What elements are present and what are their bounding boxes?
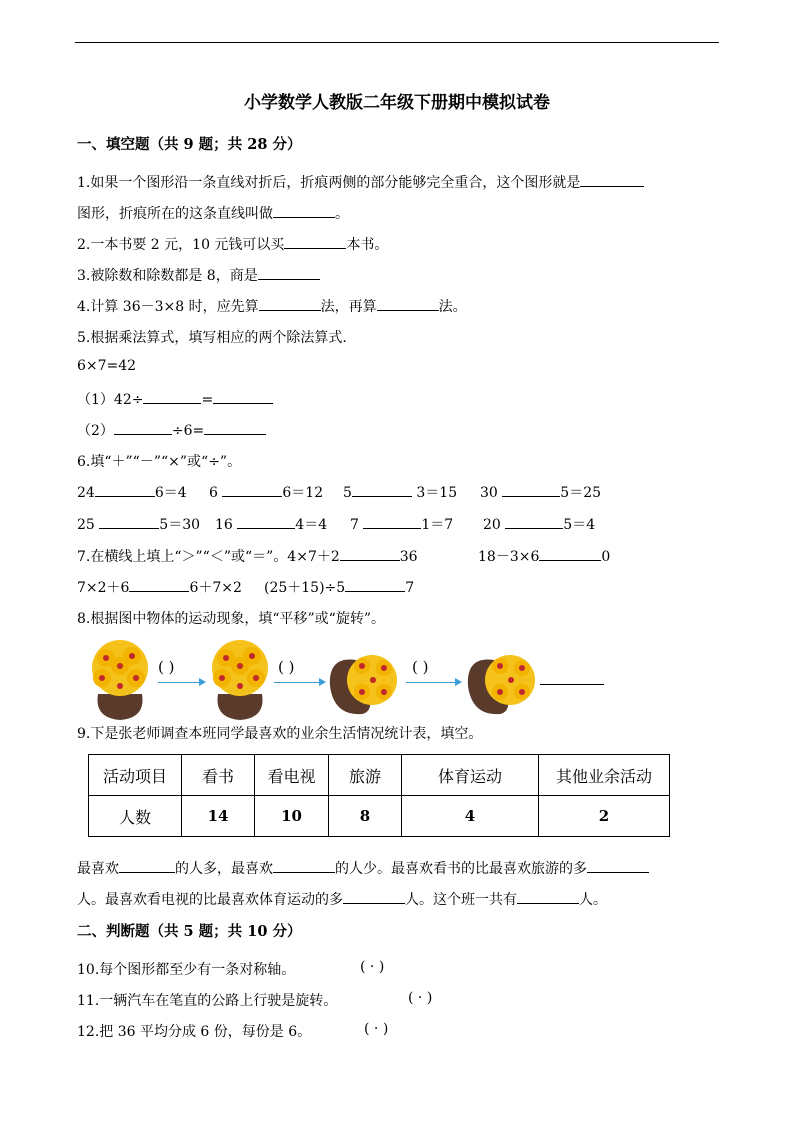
- answer-blank[interactable]: [204, 420, 266, 435]
- q6-row-2: [0, 514, 794, 534]
- arrow-icon: [274, 682, 324, 683]
- q2-text: 2.一本书要 2 元，10 元钱可以买: [77, 237, 285, 253]
- answer-blank[interactable]: [237, 514, 295, 529]
- q6-item: [480, 482, 601, 502]
- q7-part-a: [77, 546, 418, 566]
- question-7: [0, 546, 794, 566]
- operand: 7: [350, 517, 359, 533]
- q1-text: 1.如果一个图形沿一条直线对折后，折痕两侧的部分能够完全重合，这个图形就是: [77, 175, 581, 191]
- answer-blank[interactable]: [587, 858, 649, 873]
- operand: 6＝12: [282, 485, 324, 501]
- table-header-cell: 其他业余活动: [539, 755, 670, 796]
- operand: (25＋15)÷5: [264, 580, 346, 596]
- answer-blank[interactable]: [99, 514, 159, 529]
- q7-part-d: [264, 577, 414, 597]
- q6-item: [77, 514, 200, 534]
- operand: 0: [601, 549, 611, 565]
- question-1-line1: [77, 172, 644, 192]
- question-2: [77, 234, 388, 254]
- plant-icon: [326, 642, 398, 720]
- operand: 20: [483, 517, 501, 533]
- answer-blank[interactable]: [129, 577, 189, 592]
- page-title: 小学数学人教版二年级下册期中模拟试卷: [244, 93, 550, 113]
- q9-text: 的人少。最喜欢看书的比最喜欢旅游的多: [335, 861, 587, 877]
- question-11: 11.一辆汽车在笔直的公路上行驶是旋转。: [77, 993, 338, 1009]
- answer-blank[interactable]: [343, 889, 405, 904]
- q9-fill-line1: [77, 858, 649, 878]
- q5-part-1: [77, 389, 273, 409]
- answer-blank[interactable]: [213, 389, 273, 404]
- operand: 18－3×6: [478, 549, 540, 565]
- q7-part-c: [77, 577, 242, 597]
- stats-table: [88, 754, 670, 837]
- operand: 6: [209, 485, 218, 501]
- table-header-cell: 活动项目: [89, 755, 182, 796]
- question-1-line2: [77, 203, 349, 223]
- answer-blank[interactable]: [284, 234, 346, 249]
- q5-2-eq: ÷6=: [171, 423, 205, 439]
- table-header-cell: 看书: [182, 755, 255, 796]
- answer-blank[interactable]: [345, 577, 405, 592]
- question-6: 6.填“＋”“－”“×”或“÷”。: [77, 454, 242, 470]
- operand: 5＝30: [159, 517, 201, 533]
- answer-paren[interactable]: ( · ): [408, 990, 433, 1006]
- answer-blank[interactable]: [540, 670, 604, 685]
- question-9: 9.下是张老师调查本班同学最喜欢的业余生活情况统计表，填空。: [77, 726, 483, 742]
- plant-icon: [204, 636, 276, 722]
- operand: 5＝4: [563, 517, 596, 533]
- operand: 6＝4: [154, 485, 187, 501]
- answer-blank[interactable]: [505, 514, 563, 529]
- q4-mid: 法，再算: [320, 299, 377, 315]
- q2-end: 本书。: [346, 237, 389, 253]
- q5-1-eq: =: [201, 392, 214, 408]
- operand: 36: [399, 549, 418, 565]
- q6-row-1: [0, 482, 794, 502]
- q9-text: 的人多，最喜欢: [175, 861, 273, 877]
- answer-blank[interactable]: [119, 858, 175, 873]
- table-cell: 4: [402, 796, 539, 837]
- section2-header: 二、判断题（共 5 题；共 10 分）: [77, 923, 302, 940]
- answer-paren[interactable]: ( · ): [360, 959, 385, 975]
- q6-item: [209, 482, 323, 502]
- q9-text: 人。: [579, 892, 607, 908]
- question-10: 10.每个图形都至少有一条对称轴。: [77, 962, 296, 978]
- answer-blank[interactable]: [258, 265, 320, 280]
- question-8: 8.根据图中物体的运动现象，填“平移”或“旋转”。: [77, 611, 385, 627]
- answer-blank[interactable]: [363, 514, 421, 529]
- table-cell: 2: [539, 796, 670, 837]
- q6-item: [215, 514, 327, 534]
- answer-blank[interactable]: [114, 420, 172, 435]
- section1-header: 一、填空题（共 9 题；共 28 分）: [77, 136, 302, 153]
- question-4: [77, 296, 467, 316]
- answer-paren[interactable]: ( ): [412, 658, 429, 676]
- q4-end: 法。: [438, 299, 467, 315]
- operand: 16: [215, 517, 233, 533]
- answer-blank[interactable]: [273, 203, 335, 218]
- q1-end: 。: [335, 206, 349, 222]
- arrow-icon: [158, 682, 204, 683]
- operand: 5: [343, 485, 352, 501]
- operand: 25: [77, 517, 95, 533]
- question-5: 5.根据乘法算式，填写相应的两个除法算式.: [77, 330, 347, 346]
- q6-item: [483, 514, 595, 534]
- question-3: [77, 265, 320, 285]
- operand: 24: [77, 485, 95, 501]
- q5-2-text: （2）: [77, 423, 114, 439]
- q7-part-b: [478, 546, 610, 566]
- header-rule: [75, 42, 719, 43]
- operand: 1＝7: [421, 517, 454, 533]
- plant-icon: [84, 636, 156, 722]
- table-header-cell: 旅游: [329, 755, 402, 796]
- q6-item: [343, 482, 457, 502]
- answer-blank[interactable]: [580, 172, 644, 187]
- q6-item: [77, 482, 187, 502]
- q9-text: 人。最喜欢看电视的比最喜欢体育运动的多: [77, 892, 343, 908]
- q9-fill-line2: [77, 889, 607, 909]
- q5-1-text: （1）42÷: [77, 392, 144, 408]
- answer-blank[interactable]: [259, 296, 321, 311]
- q9-text: 最喜欢: [77, 861, 119, 877]
- operand: 6＋7×2: [189, 580, 242, 596]
- table-header-cell: 看电视: [255, 755, 329, 796]
- table-row: [89, 796, 670, 837]
- answer-blank[interactable]: [95, 482, 155, 497]
- answer-blank[interactable]: [377, 296, 439, 311]
- operand: 7: [405, 580, 415, 596]
- operand: 5＝25: [560, 485, 602, 501]
- answer-blank[interactable]: [539, 546, 601, 561]
- arrow-icon: [406, 682, 460, 683]
- table-header-cell: 体育运动: [402, 755, 539, 796]
- answer-blank[interactable]: [517, 889, 579, 904]
- answer-paren[interactable]: ( ): [278, 658, 295, 676]
- answer-paren[interactable]: ( · ): [364, 1021, 389, 1037]
- q5-equation: 6×7=42: [77, 358, 137, 374]
- answer-blank[interactable]: [502, 482, 560, 497]
- answer-blank[interactable]: [352, 482, 412, 497]
- q3-text: 3.被除数和除数都是 8，商是: [77, 268, 258, 284]
- answer-blank[interactable]: [273, 858, 335, 873]
- q6-item: [350, 514, 453, 534]
- operand: 30: [480, 485, 498, 501]
- q1-text-2: 图形，折痕所在的这条直线叫做: [77, 206, 273, 222]
- table-cell: 8: [329, 796, 402, 837]
- question-7-line2: [0, 577, 794, 597]
- answer-blank[interactable]: [340, 546, 400, 561]
- answer-blank[interactable]: [143, 389, 201, 404]
- table-row: [89, 755, 670, 796]
- operand: 4＝4: [295, 517, 328, 533]
- operand: 7×2＋6: [77, 580, 130, 596]
- table-cell: 10: [255, 796, 329, 837]
- q5-part-2: [77, 420, 266, 440]
- q9-text: 人。这个班一共有: [405, 892, 517, 908]
- table-row-label: 人数: [89, 796, 182, 837]
- answer-blank[interactable]: [222, 482, 282, 497]
- q4-text: 4.计算 36－3×8 时，应先算: [77, 299, 259, 315]
- plant-icon: [464, 642, 536, 720]
- table-cell: 14: [182, 796, 255, 837]
- operand: 3＝15: [416, 485, 458, 501]
- q7-text: 7.在横线上填上“＞”“＜”或“＝”。4×7＋2: [77, 549, 340, 565]
- answer-paren[interactable]: ( ): [158, 658, 175, 676]
- question-12: 12.把 36 平均分成 6 份，每份是 6。: [77, 1024, 312, 1040]
